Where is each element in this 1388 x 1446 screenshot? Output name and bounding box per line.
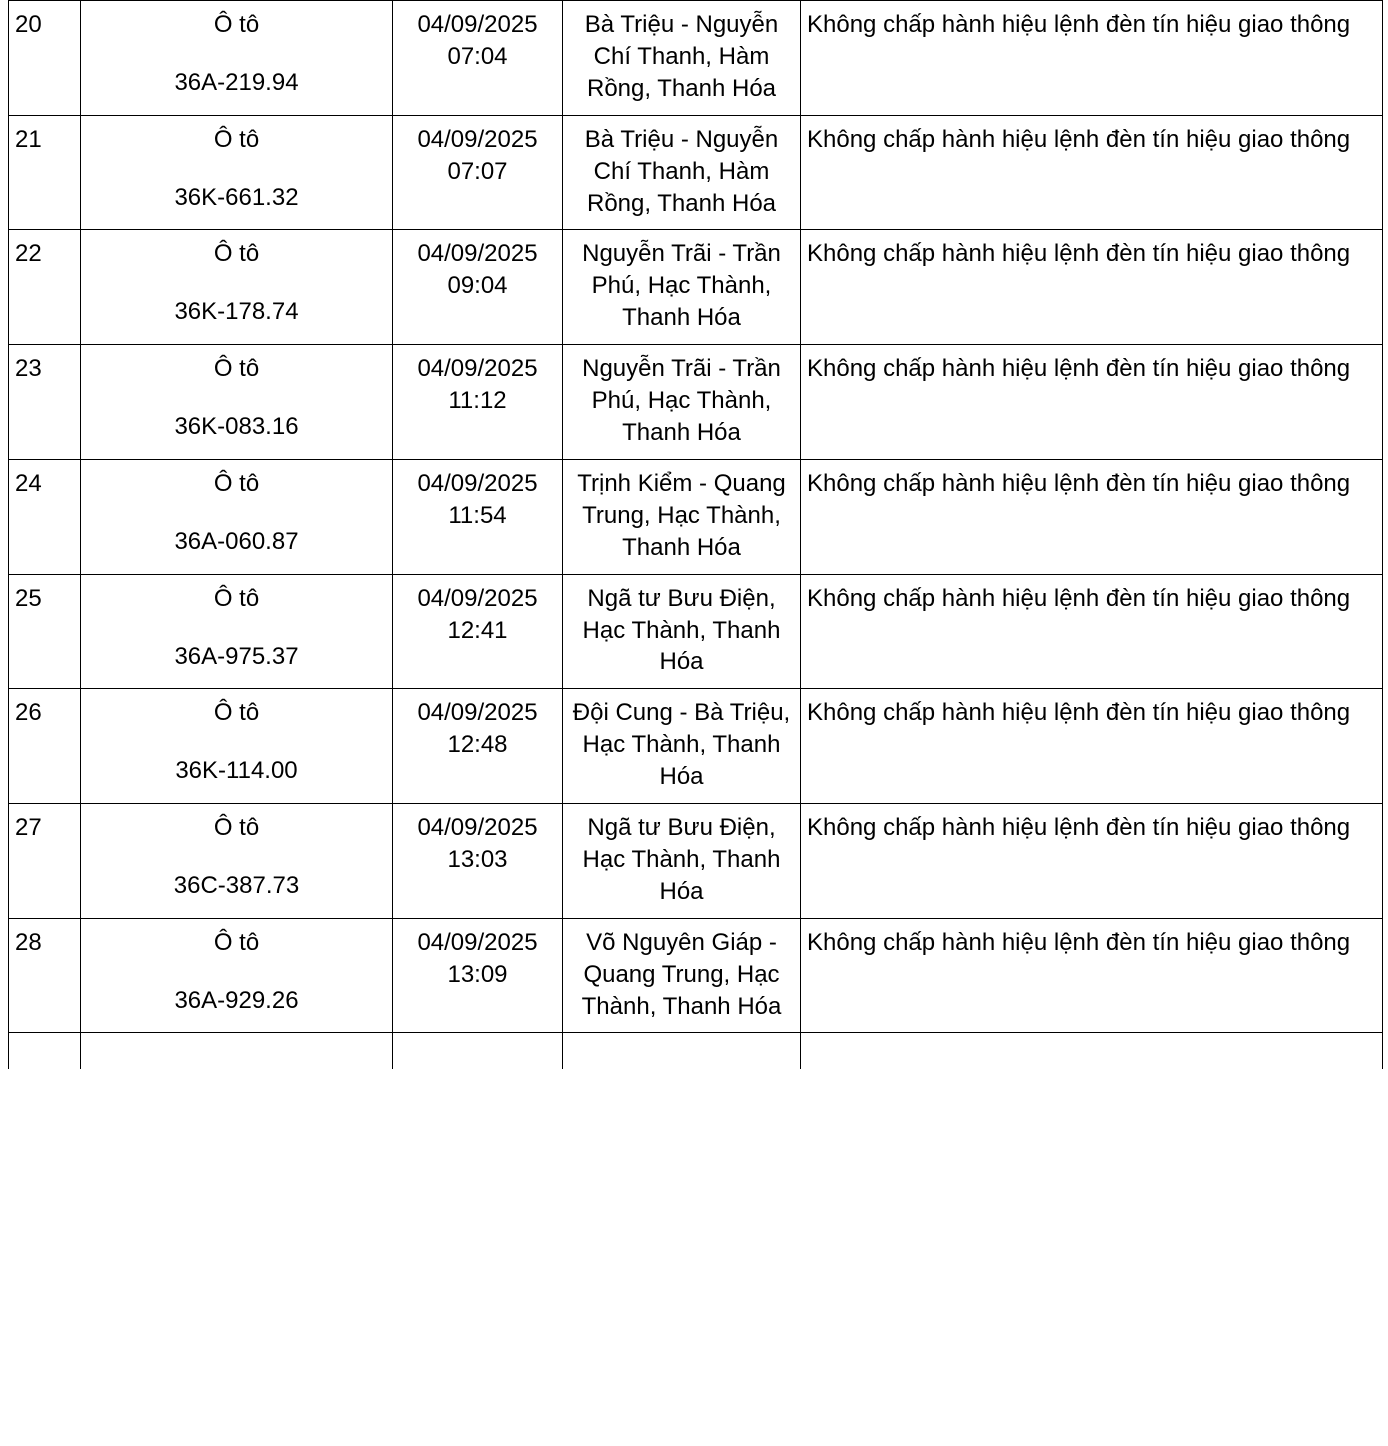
violations-table: [8, 0, 1383, 1069]
cell-place: Ngã tư Bưu Điện, Hạc Thành, Thanh Hóa: [563, 804, 801, 919]
cell-place: Trịnh Kiểm - Quang Trung, Hạc Thành, Thanh Hóa: [563, 459, 801, 574]
cell-vehicle: [81, 1033, 393, 1070]
cell-vehicle: [81, 804, 393, 919]
table-row: [9, 345, 1383, 460]
cell-violation: Không chấp hành hiệu lệnh đèn tín hiệu giao thông: [801, 574, 1383, 689]
cell-violation: Không chấp hành hiệu lệnh đèn tín hiệu giao thông: [801, 115, 1383, 230]
cell-place: Võ Nguyên Giáp - Quang Trung, Hạc Thành, Thanh Hóa: [563, 918, 801, 1033]
violation-clock: 13:09: [447, 960, 508, 988]
cell-place: Nguyễn Trãi - Trần Phú, Hạc Thành, Thanh Hóa: [563, 345, 801, 460]
violation-clock: 13:03: [447, 845, 508, 873]
violation-date: 04/09/2025: [417, 469, 538, 497]
cell-place: Đội Cung - Bà Triệu, Hạc Thành, Thanh Hóa: [563, 689, 801, 804]
cell-time: [393, 689, 563, 804]
cell-violation: Không chấp hành hiệu lệnh đèn tín hiệu giao thông: [801, 1, 1383, 116]
violation-clock: 07:04: [447, 42, 508, 70]
cell-place: Bà Triệu - Nguyễn Chí Thanh, Hàm Rồng, Thanh Hóa: [563, 115, 801, 230]
plate-number: 36K-178.74: [174, 298, 299, 326]
plate-number: 36A-975.37: [174, 642, 299, 670]
cell-no: 22: [9, 230, 81, 345]
table-row: [9, 804, 1383, 919]
cell-no: 23: [9, 345, 81, 460]
violation-date: 04/09/2025: [417, 240, 538, 268]
cell-time: [393, 574, 563, 689]
cell-no: 26: [9, 689, 81, 804]
cell-place: Bà Triệu - Nguyễn Chí Thanh, Hàm Rồng, Thanh Hóa: [563, 1, 801, 116]
violations-table-body: [9, 1, 1383, 1070]
violation-date: 04/09/2025: [417, 928, 538, 956]
cell-time: [393, 918, 563, 1033]
plate-number: 36C-387.73: [173, 871, 300, 899]
vehicle-type: Ô tô: [213, 240, 260, 268]
violation-date: 04/09/2025: [417, 11, 538, 38]
cell-violation: Không chấp hành hiệu lệnh đèn tín hiệu giao thông: [801, 459, 1383, 574]
violation-date: 04/09/2025: [417, 814, 538, 842]
violation-date: 04/09/2025: [417, 584, 538, 612]
vehicle-type: Ô tô: [213, 928, 260, 956]
cell-time: [393, 459, 563, 574]
cell-violation: [801, 1033, 1383, 1070]
vehicle-type: Ô tô: [213, 584, 260, 612]
cell-time: [393, 1033, 563, 1070]
vehicle-type: Ô tô: [213, 699, 260, 727]
cell-violation: Không chấp hành hiệu lệnh đèn tín hiệu giao thông: [801, 689, 1383, 804]
plate-number: 36A-219.94: [174, 68, 299, 96]
cell-no: [9, 1033, 81, 1070]
cell-no: 20: [9, 1, 81, 116]
cell-time: [393, 804, 563, 919]
violation-clock: 09:04: [447, 272, 508, 300]
cell-place: [563, 1033, 801, 1070]
cell-vehicle: [81, 1, 393, 116]
plate-number: 36K-114.00: [175, 757, 298, 785]
violation-date: 04/09/2025: [417, 699, 538, 727]
table-row: [9, 459, 1383, 574]
plate-number: 36K-083.16: [174, 413, 299, 441]
cell-no: 24: [9, 459, 81, 574]
vehicle-type: Ô tô: [213, 11, 260, 38]
cell-vehicle: [81, 459, 393, 574]
cell-no: 27: [9, 804, 81, 919]
vehicle-type: Ô tô: [213, 355, 260, 383]
cell-vehicle: [81, 115, 393, 230]
violation-clock: 12:41: [447, 616, 508, 644]
cell-violation: Không chấp hành hiệu lệnh đèn tín hiệu giao thông: [801, 918, 1383, 1033]
plate-number: 36A-929.26: [174, 986, 299, 1014]
table-row-partial: [9, 1033, 1383, 1070]
table-row: [9, 1, 1383, 116]
cell-place: Nguyễn Trãi - Trần Phú, Hạc Thành, Thanh Hóa: [563, 230, 801, 345]
plate-number: 36K-661.32: [174, 183, 299, 211]
cell-time: [393, 115, 563, 230]
violation-date: 04/09/2025: [417, 125, 538, 153]
table-row: [9, 689, 1383, 804]
vehicle-type: Ô tô: [213, 125, 260, 153]
cell-no: 25: [9, 574, 81, 689]
table-row: [9, 574, 1383, 689]
violation-clock: 12:48: [447, 731, 508, 759]
violation-clock: 11:12: [448, 387, 507, 415]
cell-violation: Không chấp hành hiệu lệnh đèn tín hiệu giao thông: [801, 230, 1383, 345]
cell-violation: Không chấp hành hiệu lệnh đèn tín hiệu giao thông: [801, 804, 1383, 919]
cell-time: [393, 230, 563, 345]
cell-no: 21: [9, 115, 81, 230]
cell-vehicle: [81, 918, 393, 1033]
cell-violation: Không chấp hành hiệu lệnh đèn tín hiệu giao thông: [801, 345, 1383, 460]
cell-place: Ngã tư Bưu Điện, Hạc Thành, Thanh Hóa: [563, 574, 801, 689]
table-row: [9, 230, 1383, 345]
vehicle-type: Ô tô: [213, 469, 260, 497]
cell-vehicle: [81, 345, 393, 460]
cell-time: [393, 1, 563, 116]
violation-clock: 07:07: [447, 157, 508, 185]
cell-time: [393, 345, 563, 460]
cell-vehicle: [81, 689, 393, 804]
cell-vehicle: [81, 574, 393, 689]
plate-number: 36A-060.87: [174, 527, 299, 555]
cell-vehicle: [81, 230, 393, 345]
violation-clock: 11:54: [448, 501, 507, 529]
table-row: [9, 918, 1383, 1033]
table-row: [9, 115, 1383, 230]
violation-date: 04/09/2025: [417, 355, 538, 383]
cell-no: 28: [9, 918, 81, 1033]
vehicle-type: Ô tô: [213, 814, 260, 842]
